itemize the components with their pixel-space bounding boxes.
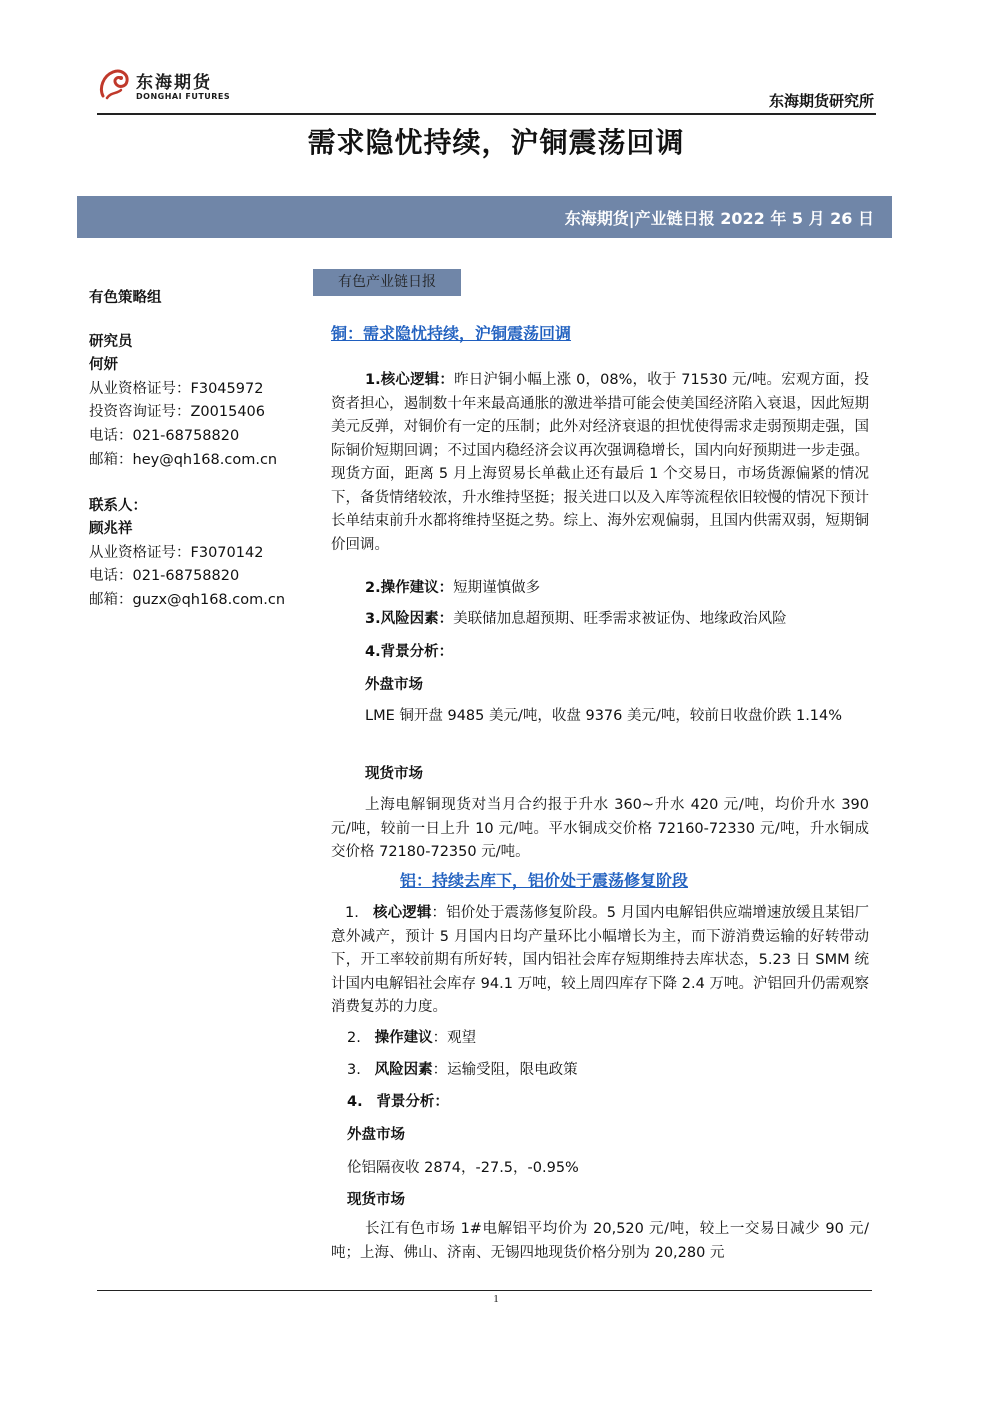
copper-spot-label: 现货市场 — [365, 766, 423, 782]
aluminum-bg-label: 背景分析： — [376, 1094, 449, 1110]
header-divider — [97, 113, 876, 115]
copper-risk — [365, 607, 787, 628]
copper-core-text: 昨日沪铜小幅上涨 0，08%，收于 71530 元/吨。宏观方面，投资者担心，遏制数十年来最高通胀的激进举措可能会使美国经济陷入衰退，因此短期美元反弹，对铜价有一定的压制；此外对经济衰退的担忧使得需求走弱预期走强，国际铜价短期回调；不过国内稳经济会议再次强调稳增长，国内向好预期进一步走强。现货方面，距离 5 月上海贸易长单截止还有最后 1 个交易日，市场货源偏紧的情况下，备货情绪较浓，升水维持坚挺；报关进口以及入库等流程依旧较慢的情况下预计长单结束前升水都将维持坚挺之势。综上、海外宏观偏弱，且国内供需双弱，短期铜价回调。 — [331, 372, 869, 553]
donghai-logo-icon — [97, 66, 131, 102]
contact-name: 顾兆祥 — [89, 521, 133, 537]
aluminum-spot-text: 长江有色市场 1#电解铝平均价为 20,520 元/吨，较上一交易日减少 90 元/吨；上海、佛山、济南、无锡四地现货价格分别为 20,280 元 — [331, 1221, 869, 1261]
aluminum-spot-label: 现货市场 — [347, 1192, 405, 1208]
researcher-invest-cert: 投资咨询证号：Z0015406 — [89, 404, 266, 420]
copper-op-text: 短期谨慎做多 — [453, 580, 541, 596]
aluminum-core-label: 核心逻辑 — [373, 905, 432, 921]
copper-risk-label: 3.风险因素： — [365, 611, 454, 627]
report-category-tag: 有色产业链日报 — [313, 269, 461, 296]
aluminum-op-label: 操作建议 — [374, 1030, 433, 1046]
aluminum-overseas-text: 伦铝隔夜收 2874，-27.5，-0.95% — [347, 1160, 579, 1176]
copper-heading: 铜：需求隐忧持续，沪铜震荡回调 — [331, 324, 572, 343]
copper-overseas-label: 外盘市场 — [365, 677, 423, 693]
copper-overseas-text: LME 铜开盘 9485 美元/吨，收盘 9376 美元/吨，较前日收盘价跌 1.14% — [365, 708, 843, 724]
researcher-cert: 从业资格证号：F3045972 — [89, 381, 264, 397]
aluminum-op-text: ：观望 — [432, 1030, 477, 1046]
aluminum-core-logic — [331, 902, 869, 1020]
contact-phone: 电话：021-68758820 — [89, 568, 240, 584]
aluminum-heading: 铝：持续去库下，铝价处于震荡修复阶段 — [400, 871, 689, 890]
page-number: 1 — [493, 1293, 499, 1305]
report-banner — [77, 196, 892, 238]
aluminum-risk — [347, 1058, 578, 1079]
aluminum-overseas-label: 外盘市场 — [347, 1127, 405, 1143]
aluminum-bg-num: 4. — [347, 1094, 363, 1110]
aluminum-risk-label: 风险因素 — [374, 1062, 433, 1078]
institute-name: 东海期货研究所 — [768, 92, 874, 110]
researcher-email: 邮箱：hey@qh168.com.cn — [89, 452, 278, 468]
copper-background-label: 4.背景分析： — [365, 644, 454, 660]
logo-chinese-name: 东海期货 — [136, 73, 212, 93]
footer-divider — [97, 1290, 872, 1291]
logo-english-name: DONGHAI FUTURES — [136, 92, 231, 101]
researcher-label: 研究员 — [89, 334, 133, 350]
copper-core-label: 1.核心逻辑： — [365, 372, 455, 388]
aluminum-operation — [347, 1026, 476, 1047]
strategy-group: 有色策略组 — [89, 290, 162, 306]
contact-cert: 从业资格证号：F3070142 — [89, 545, 264, 561]
banner-text: 东海期货|产业链日报 2022 年 5 月 26 日 — [564, 209, 874, 228]
aluminum-risk-num: 3. — [347, 1062, 361, 1078]
copper-core-logic — [331, 369, 869, 557]
researcher-phone: 电话：021-68758820 — [89, 428, 240, 444]
aluminum-core-text: ：铝价处于震荡修复阶段。5 月国内电解铝供应端增速放缓且某铝厂意外减产，预计 5 月国内日均产量环比小幅增长为主，而下游消费运输的好转带动下，开工率较前期有所好转，国内铝社会库存短期维持去库状态，5.23 日 SMM 统计国内电解铝社会库存 94.1 万吨，较上周四库存下降 2.4 万吨。沪铝回升仍需观察消费复苏的力度。 — [331, 905, 870, 1015]
contact-email: 邮箱：guzx@qh168.com.cn — [89, 592, 286, 608]
copper-op-label: 2.操作建议： — [365, 580, 454, 596]
aluminum-core-num: 1. — [345, 905, 359, 921]
aluminum-background — [347, 1090, 449, 1111]
copper-operation — [365, 576, 540, 597]
aluminum-op-num: 2. — [347, 1030, 361, 1046]
aluminum-risk-text: ：运输受阻，限电政策 — [432, 1062, 578, 1078]
copper-risk-text: 美联储加息超预期、旺季需求被证伪、地缘政治风险 — [453, 611, 787, 627]
contact-label: 联系人： — [89, 498, 147, 514]
copper-spot-text: 上海电解铜现货对当月合约报于升水 360~升水 420 元/吨，均价升水 390 元/吨，较前一日上升 10 元/吨。平水铜成交价格 72160-72330 元/吨，升水铜成交价格 72180-72350 元/吨。 — [331, 797, 869, 860]
report-title: 需求隐忧持续，沪铜震荡回调 — [307, 126, 685, 159]
researcher-name: 何妍 — [89, 357, 118, 373]
